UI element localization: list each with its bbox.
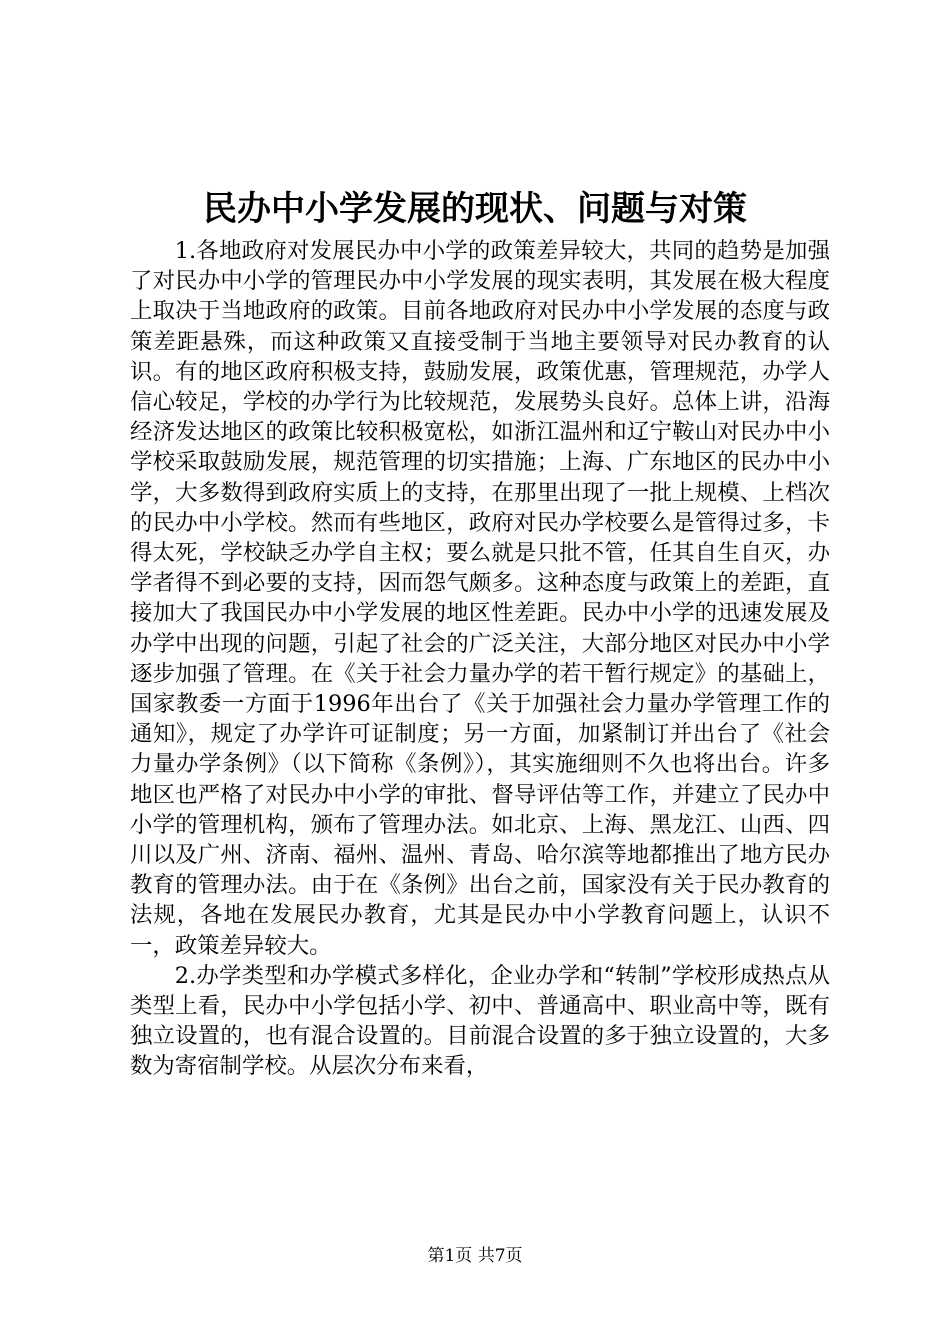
- document-body: [130, 236, 830, 1082]
- paragraph-2: 2.办学类型和办学模式多样化，企业办学和“转制”学校形成热点从类型上看，民办中小学包括小学、初中、普通高中、职业高中等，既有独立设置的，也有混合设置的。目前混合设置的多于独立设置的，大多数为寄宿制学校。从层次分布来看，: [130, 962, 830, 1080]
- page-title: 民办中小学发展的现状、问题与对策: [203, 189, 747, 229]
- paragraph-1: 1.各地政府对发展民办中小学的政策差异较大，共同的趋势是加强了对民办中小学的管理民办中小学发展的现实表明，其发展在极大程度上取决于当地政府的政策。目前各地政府对民办中小学发展的态度与政策差距悬殊，而这种政策又直接受制于当地主要领导对民办教育的认识。有的地区政府积极支持，鼓励发展，政策优惠，管理规范，办学人信心较足，学校的办学行为比较规范，发展势头良好。总体上讲，沿海经济发达地区的政策比较积极宽松，如浙江温州和辽宁鞍山对民办中小学校采取鼓励发展，规范管理的切实措施；上海、广东地区的民办中小学，大多数得到政府实质上的支持，在那里出现了一批上规模、上档次的民办中小学校。然而有些地区，政府对民办学校要么是管得过多，卡得太死，学校缺乏办学自主权；要么就是只批不管，任其自生自灭，办学者得不到必要的支持，因而怨气颇多。这种态度与政策上的差距，直接加大了我国民办中小学发展的地区性差距。民办中小学的迅速发展及办学中出现的问题，引起了社会的广泛关注，大部分地区对民办中小学逐步加强了管理。在《关于社会力量办学的若干暂行规定》的基础上，国家教委一方面于1996年出台了《关于加强社会力量办学管理工作的通知》，规定了办学许可证制度；另一方面，加紧制订并出台了《社会力量办学条例》（以下简称《条例》），其实施细则不久也将出台。许多地区也严格了对民办中小学的审批、督导评估等工作，并建立了民办中小学的管理机构，颁布了管理办法。如北京、上海、黑龙江、山西、四川以及广州、济南、福州、温州、青岛、哈尔滨等地都推出了地方民办教育的管理办法。由于在《条例》出台之前，国家没有关于民办教育的法规，各地在发展民办教育，尤其是民办中小学教育问题上，认识不一，政策差异较大。: [130, 238, 830, 959]
- page-number-footer: 第1页 共7页: [427, 1246, 523, 1266]
